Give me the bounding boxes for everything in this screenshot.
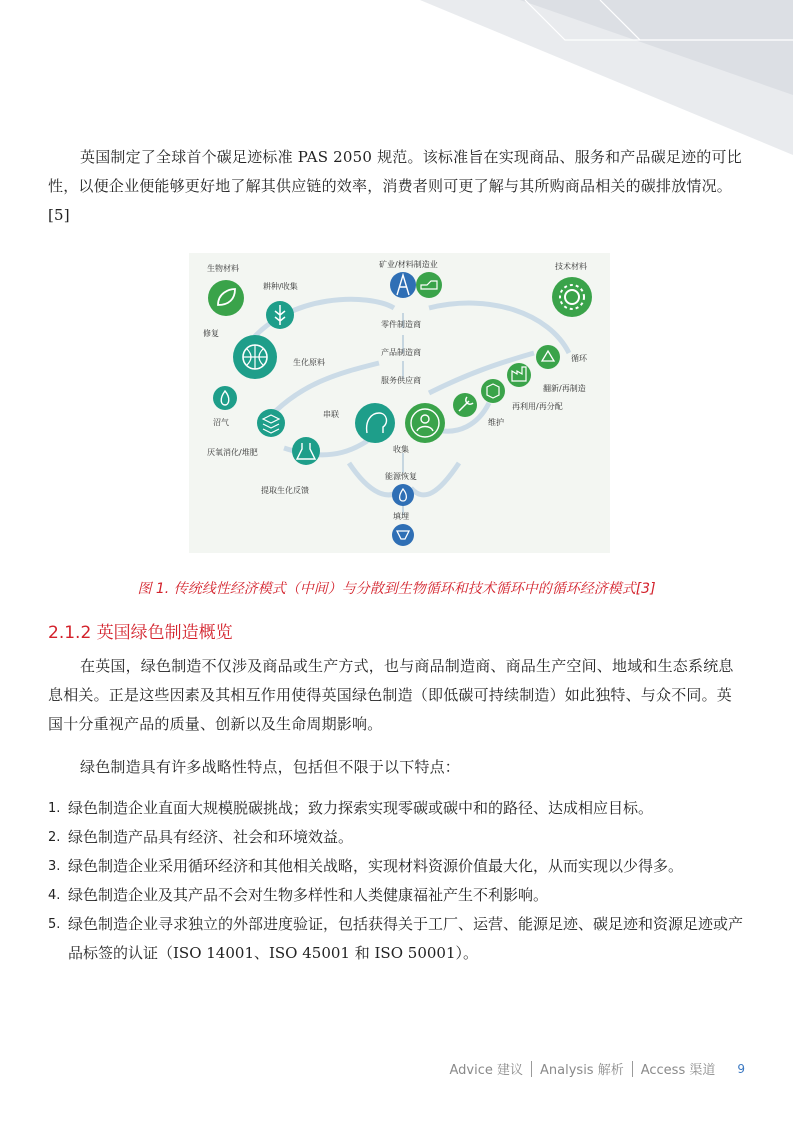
list-number: 5. xyxy=(48,917,61,932)
label-reuse: 再利用/再分配 xyxy=(512,402,563,411)
label-bio-raw: 生化原料 xyxy=(293,358,325,367)
footer-advice: Advice 建议 xyxy=(449,1063,524,1078)
circular-economy-diagram xyxy=(189,253,610,553)
label-landfill: 填埋 xyxy=(393,512,409,521)
intro-paragraph xyxy=(48,143,745,230)
box-icon xyxy=(481,379,505,403)
section-para1-text: 在英国，绿色制造不仅涉及商品或生产方式，也与商品制造商、商品生产空间、地域和生态系统息息相关。正是这些因素及其相互作用使得英国绿色制造（即低碳可持续制造）如此独特、与众不同。英国十分重视产品的质量、创新以及生命周期影响。 xyxy=(48,657,734,733)
list-number: 4. xyxy=(48,888,61,903)
list-number: 3. xyxy=(48,859,61,874)
label-product-maker: 产品制造商 xyxy=(381,348,421,357)
label-biogas: 沼气 xyxy=(213,418,229,427)
footer-analysis: Analysis 解析 xyxy=(540,1063,624,1078)
feature-list xyxy=(48,794,748,968)
label-recycle: 循环 xyxy=(571,354,587,363)
section-para2-text: 绿色制造具有许多战略性特点，包括但不限于以下特点： xyxy=(80,758,461,776)
figure-caption: 图 1. 传统线性经济模式（中间）与分散到生物循环和技术循环中的循环经济模式[3] xyxy=(137,581,656,597)
gear-icon xyxy=(552,277,592,317)
flame-icon xyxy=(213,386,237,410)
label-parts-maker: 零件制造商 xyxy=(381,320,421,329)
label-tech-materials: 技术材料 xyxy=(555,262,587,271)
list-text: 绿色制造企业直面大规模脱碳挑战；致力探索实现零碳或碳中和的路径、达成相应目标。 xyxy=(68,799,654,817)
footer-access: Access 渠道 xyxy=(640,1063,716,1078)
label-cascade: 串联 xyxy=(323,410,339,419)
label-refurbish: 翻新/再制造 xyxy=(543,384,586,393)
page-footer xyxy=(450,1059,745,1078)
flask-icon xyxy=(292,437,320,465)
circular-economy-figure xyxy=(189,253,610,553)
landfill-icon xyxy=(392,524,414,546)
label-service-provider: 服务供应商 xyxy=(381,376,421,385)
label-bio-materials: 生物材料 xyxy=(207,264,239,273)
label-maintain: 维护 xyxy=(488,418,504,427)
list-text: 绿色制造企业寻求独立的外部进度验证，包括获得关于工厂、运营、能源足迹、碳足迹和资源足迹或产品标签的认证（ISO 14001、ISO 45001 和 ISO 50001）。 xyxy=(68,915,744,962)
list-item xyxy=(48,881,748,910)
footer-divider xyxy=(632,1061,633,1077)
label-restore: 修复 xyxy=(203,329,219,338)
label-mining: 矿业/材料制造业 xyxy=(379,260,438,269)
page-number: 9 xyxy=(737,1061,745,1076)
label-collect: 收集 xyxy=(393,445,409,454)
head-icon xyxy=(355,403,395,443)
list-item xyxy=(48,823,748,852)
list-item xyxy=(48,794,748,823)
truck-icon xyxy=(416,272,442,298)
list-number: 2. xyxy=(48,830,61,845)
energy-flame-icon xyxy=(392,484,414,506)
list-number: 1. xyxy=(48,801,61,816)
section-heading: 2.1.2 英国绿色制造概览 xyxy=(48,623,233,643)
intro-text: 英国制定了全球首个碳足迹标准 PAS 2050 规范。该标准旨在实现商品、服务和产品碳足迹的可比性，以便企业便能够更好地了解其供应链的效率，消费者则可更了解与其所购商品相关的碳排放情况。[5] xyxy=(48,148,742,224)
list-text: 绿色制造企业采用循环经济和其他相关战略，实现材料资源价值最大化，从而实现以少得多。 xyxy=(68,857,684,875)
section-paragraph-2 xyxy=(48,753,745,782)
leaf-icon xyxy=(208,280,244,316)
label-farming: 耕种/收集 xyxy=(263,282,298,291)
label-biochem-extract: 提取生化反馈 xyxy=(261,486,309,495)
label-anaerobic: 厌氧消化/堆肥 xyxy=(207,448,258,457)
list-text: 绿色制造企业及其产品不会对生物多样性和人类健康福祉产生不利影响。 xyxy=(68,886,549,904)
label-energy-recovery: 能源恢复 xyxy=(385,472,417,481)
footer-divider xyxy=(531,1061,532,1077)
list-text: 绿色制造产品具有经济、社会和环境效益。 xyxy=(68,828,354,846)
section-paragraph-1 xyxy=(48,652,745,739)
recycle-icon xyxy=(536,345,560,369)
list-item xyxy=(48,852,748,881)
list-item xyxy=(48,910,748,968)
factory-icon xyxy=(507,363,531,387)
